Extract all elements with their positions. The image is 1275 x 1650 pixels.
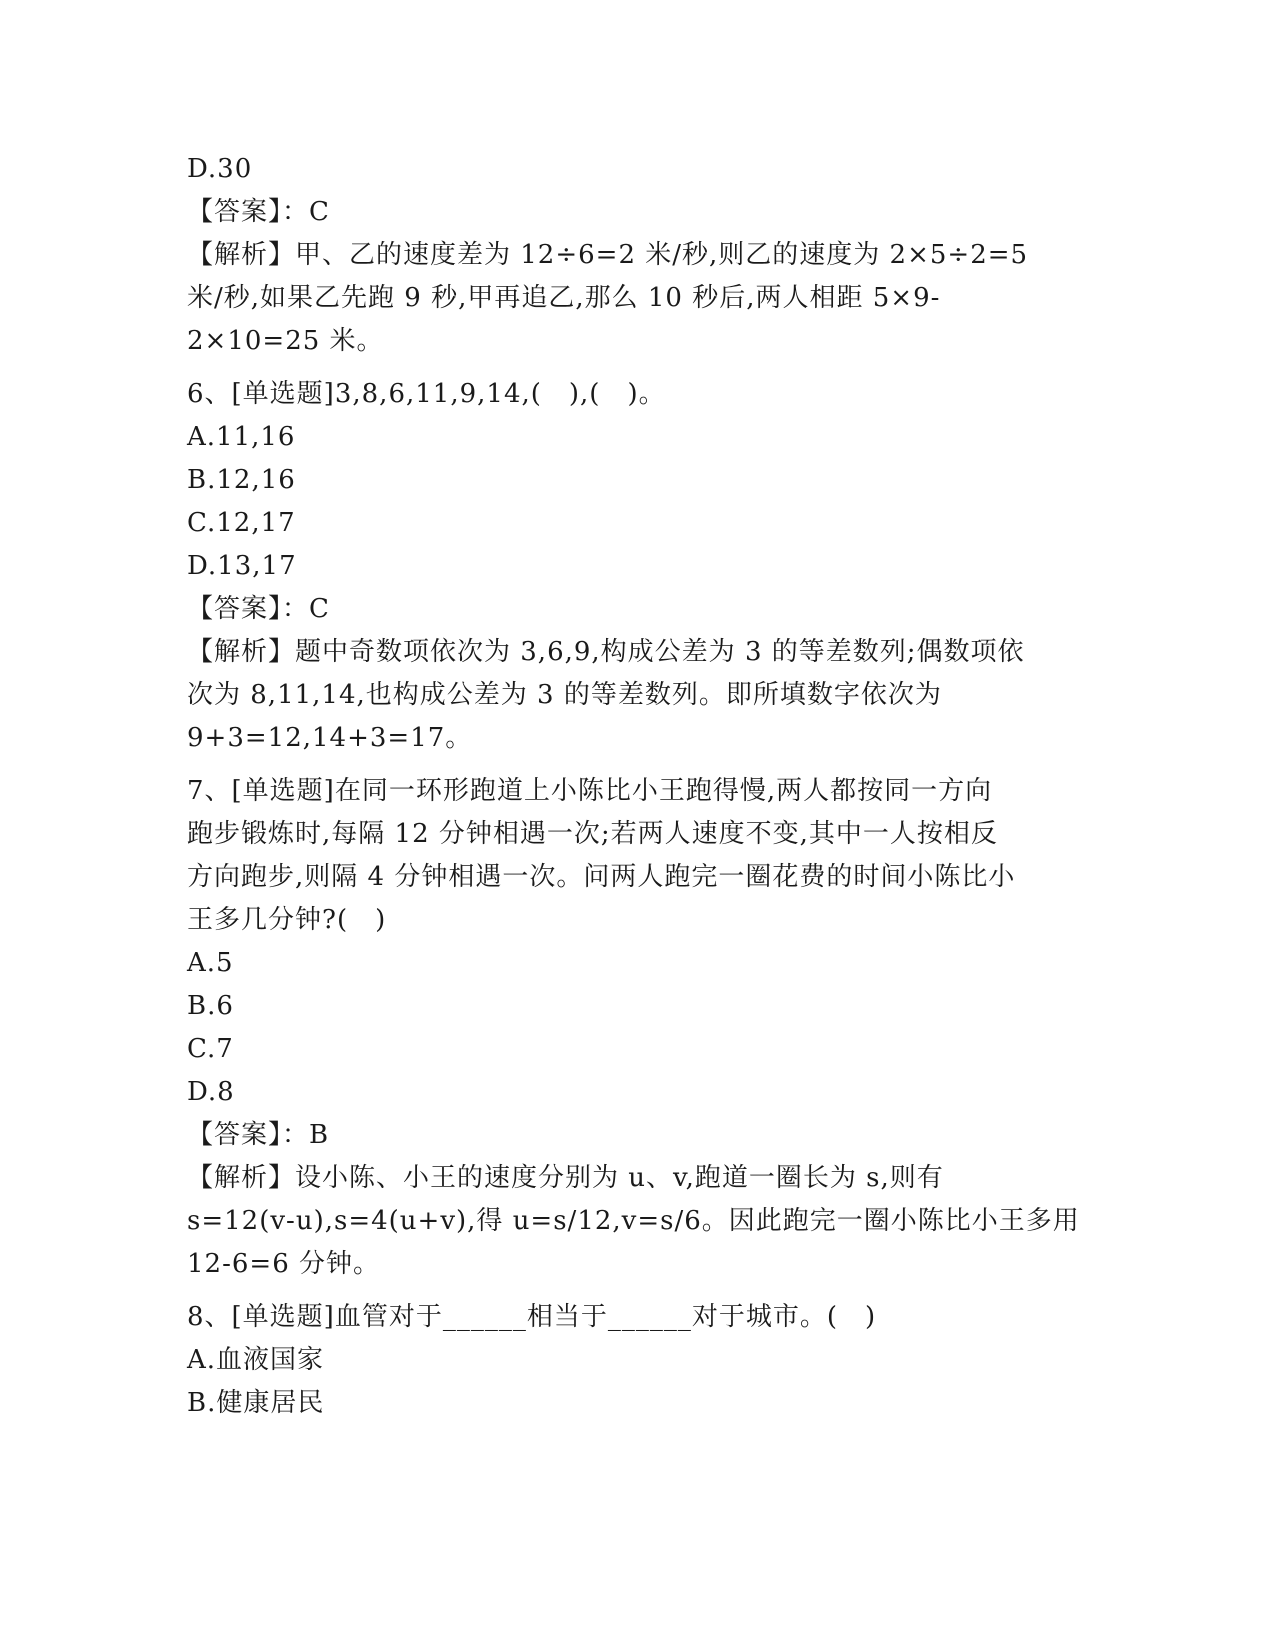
previous-question-tail <box>187 148 1087 363</box>
question-8 <box>187 1296 1087 1425</box>
answer-line: 【答案】：B <box>187 1120 330 1150</box>
question-7 <box>187 770 1087 1286</box>
analysis-line: 12-6=6 分钟。 <box>187 1249 381 1279</box>
analysis-line: s=12(v-u),s=4(u+v),得 u=s/12,v=s/6。因此跑完一圈小陈比小王多用 <box>187 1206 1080 1236</box>
answer-line: 【答案】：C <box>187 197 330 227</box>
option-d: D.8 <box>187 1077 235 1107</box>
document-page <box>187 148 1087 1425</box>
option-b: B.12,16 <box>187 465 296 495</box>
question-stem: 王多几分钟?( ) <box>187 905 387 935</box>
option-c: C.12,17 <box>187 508 296 538</box>
option-b: B.6 <box>187 991 234 1021</box>
analysis-line: 【解析】甲、乙的速度差为 12÷6=2 米/秒,则乙的速度为 2×5÷2=5 <box>187 240 1029 270</box>
analysis-line: 【解析】设小陈、小王的速度分别为 u、v,跑道一圈长为 s,则有 <box>187 1163 944 1193</box>
option-a: A.11,16 <box>187 422 296 452</box>
analysis-line: 米/秒,如果乙先跑 9 秒,甲再追乙,那么 10 秒后,两人相距 5×9- <box>187 283 941 313</box>
question-stem: 方向跑步,则隔 4 分钟相遇一次。问两人跑完一圈花费的时间小陈比小 <box>187 862 1016 892</box>
option-d: D.30 <box>187 154 253 184</box>
analysis-line: 9+3=12,14+3=17。 <box>187 723 473 753</box>
question-stem: 7、[单选题]在同一环形跑道上小陈比小王跑得慢,两人都按同一方向 <box>187 776 993 806</box>
question-6 <box>187 373 1087 760</box>
option-a: A.血液国家 <box>187 1345 325 1375</box>
option-d: D.13,17 <box>187 551 297 581</box>
question-stem: 8、[单选题]血管对于______相当于______对于城市。( ) <box>187 1302 877 1332</box>
analysis-line: 2×10=25 米。 <box>187 326 384 356</box>
option-c: C.7 <box>187 1034 234 1064</box>
analysis-line: 次为 8,11,14,也构成公差为 3 的等差数列。即所填数字依次为 <box>187 680 942 710</box>
question-stem: 6、[单选题]3,8,6,11,9,14,( ),( )。 <box>187 379 666 409</box>
option-b: B.健康居民 <box>187 1388 325 1418</box>
analysis-line: 【解析】题中奇数项依次为 3,6,9,构成公差为 3 的等差数列;偶数项依 <box>187 637 1025 667</box>
option-a: A.5 <box>187 948 234 978</box>
question-stem: 跑步锻炼时,每隔 12 分钟相遇一次;若两人速度不变,其中一人按相反 <box>187 819 998 849</box>
answer-line: 【答案】：C <box>187 594 330 624</box>
